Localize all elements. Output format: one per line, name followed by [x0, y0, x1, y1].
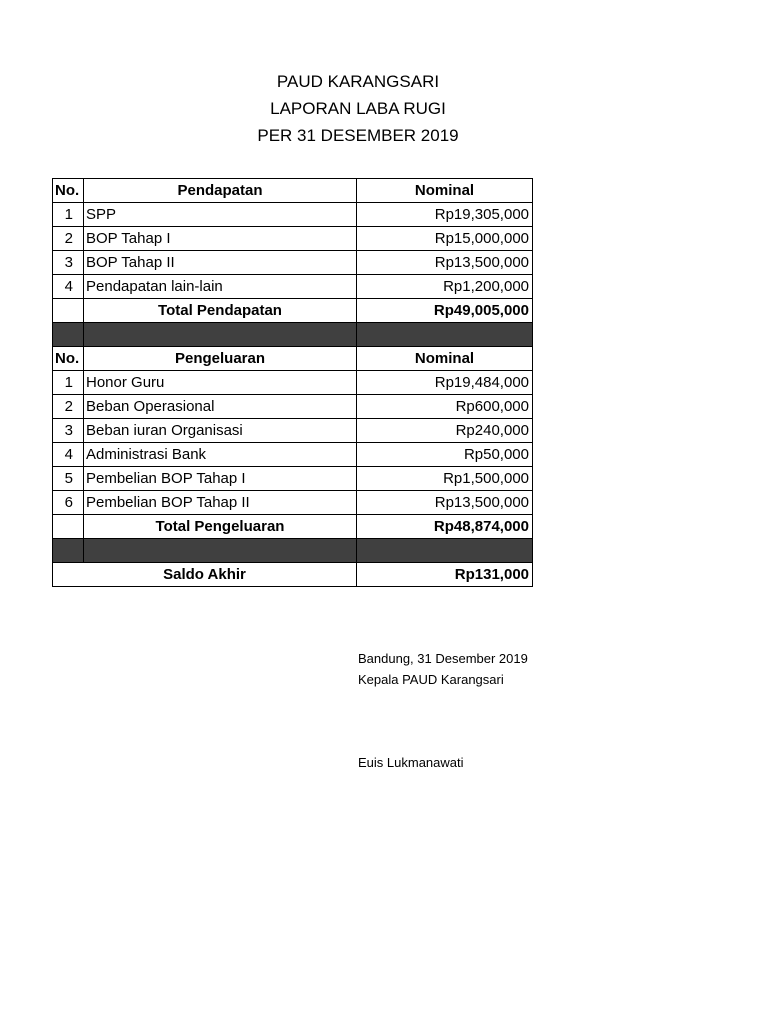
separator-cell: [357, 539, 533, 563]
row-desc: Beban iuran Organisasi: [84, 419, 357, 443]
balance-label: Saldo Akhir: [53, 563, 357, 587]
row-amount: Rp1,200,000: [357, 275, 533, 299]
expense-col-amount: Nominal: [357, 347, 533, 371]
row-no: 1: [53, 203, 84, 227]
expense-row: [53, 395, 533, 419]
row-amount: Rp19,305,000: [357, 203, 533, 227]
expense-header-row: [53, 347, 533, 371]
income-header-row: [53, 179, 533, 203]
separator-cell: [84, 539, 357, 563]
income-statement-table: [52, 178, 533, 587]
income-col-no: No.: [53, 179, 84, 203]
row-desc: Pendapatan lain-lain: [84, 275, 357, 299]
report-period: PER 31 DESEMBER 2019: [257, 126, 459, 145]
row-no: 2: [53, 395, 84, 419]
empty-cell: [53, 299, 84, 323]
row-no: 4: [53, 275, 84, 299]
row-desc: SPP: [84, 203, 357, 227]
row-desc: Pembelian BOP Tahap II: [84, 491, 357, 515]
balance-amount: Rp131,000: [357, 563, 533, 587]
signature-name: Euis Lukmanawati: [358, 755, 464, 770]
income-total-amount: Rp49,005,000: [357, 299, 533, 323]
report-title: LAPORAN LABA RUGI: [270, 99, 446, 118]
row-no: 4: [53, 443, 84, 467]
balance-row: [53, 563, 533, 587]
row-amount: Rp1,500,000: [357, 467, 533, 491]
income-row: [53, 275, 533, 299]
expense-row: [53, 491, 533, 515]
empty-cell: [53, 515, 84, 539]
row-desc: BOP Tahap I: [84, 227, 357, 251]
income-total-row: [53, 299, 533, 323]
expense-total-label: Total Pengeluaran: [84, 515, 357, 539]
separator-cell: [357, 323, 533, 347]
row-amount: Rp13,500,000: [357, 251, 533, 275]
expense-col-no: No.: [53, 347, 84, 371]
income-col-desc: Pendapatan: [84, 179, 357, 203]
row-amount: Rp15,000,000: [357, 227, 533, 251]
row-no: 6: [53, 491, 84, 515]
expense-row: [53, 443, 533, 467]
row-desc: Honor Guru: [84, 371, 357, 395]
row-desc: BOP Tahap II: [84, 251, 357, 275]
signature-place-date: Bandung, 31 Desember 2019: [358, 651, 528, 666]
row-no: 2: [53, 227, 84, 251]
expense-total-amount: Rp48,874,000: [357, 515, 533, 539]
row-amount: Rp50,000: [357, 443, 533, 467]
income-row: [53, 203, 533, 227]
expense-row: [53, 371, 533, 395]
row-amount: Rp240,000: [357, 419, 533, 443]
report-institution: PAUD KARANGSARI: [276, 72, 440, 91]
row-desc: Beban Operasional: [84, 395, 357, 419]
expense-col-desc: Pengeluaran: [84, 347, 357, 371]
expense-row: [53, 467, 533, 491]
row-amount: Rp13,500,000: [357, 491, 533, 515]
income-row: [53, 251, 533, 275]
row-amount: Rp19,484,000: [357, 371, 533, 395]
row-desc: Pembelian BOP Tahap I: [84, 467, 357, 491]
signature-position: Kepala PAUD Karangsari: [358, 672, 504, 687]
income-col-amount: Nominal: [357, 179, 533, 203]
separator-cell: [53, 539, 84, 563]
row-no: 1: [53, 371, 84, 395]
expense-total-row: [53, 515, 533, 539]
separator-row: [53, 539, 533, 563]
row-desc: Administrasi Bank: [84, 443, 357, 467]
separator-row: [53, 323, 533, 347]
row-no: 3: [53, 419, 84, 443]
expense-row: [53, 419, 533, 443]
separator-cell: [84, 323, 357, 347]
row-no: 3: [53, 251, 84, 275]
separator-cell: [53, 323, 84, 347]
row-no: 5: [53, 467, 84, 491]
income-total-label: Total Pendapatan: [84, 299, 357, 323]
row-amount: Rp600,000: [357, 395, 533, 419]
income-row: [53, 227, 533, 251]
